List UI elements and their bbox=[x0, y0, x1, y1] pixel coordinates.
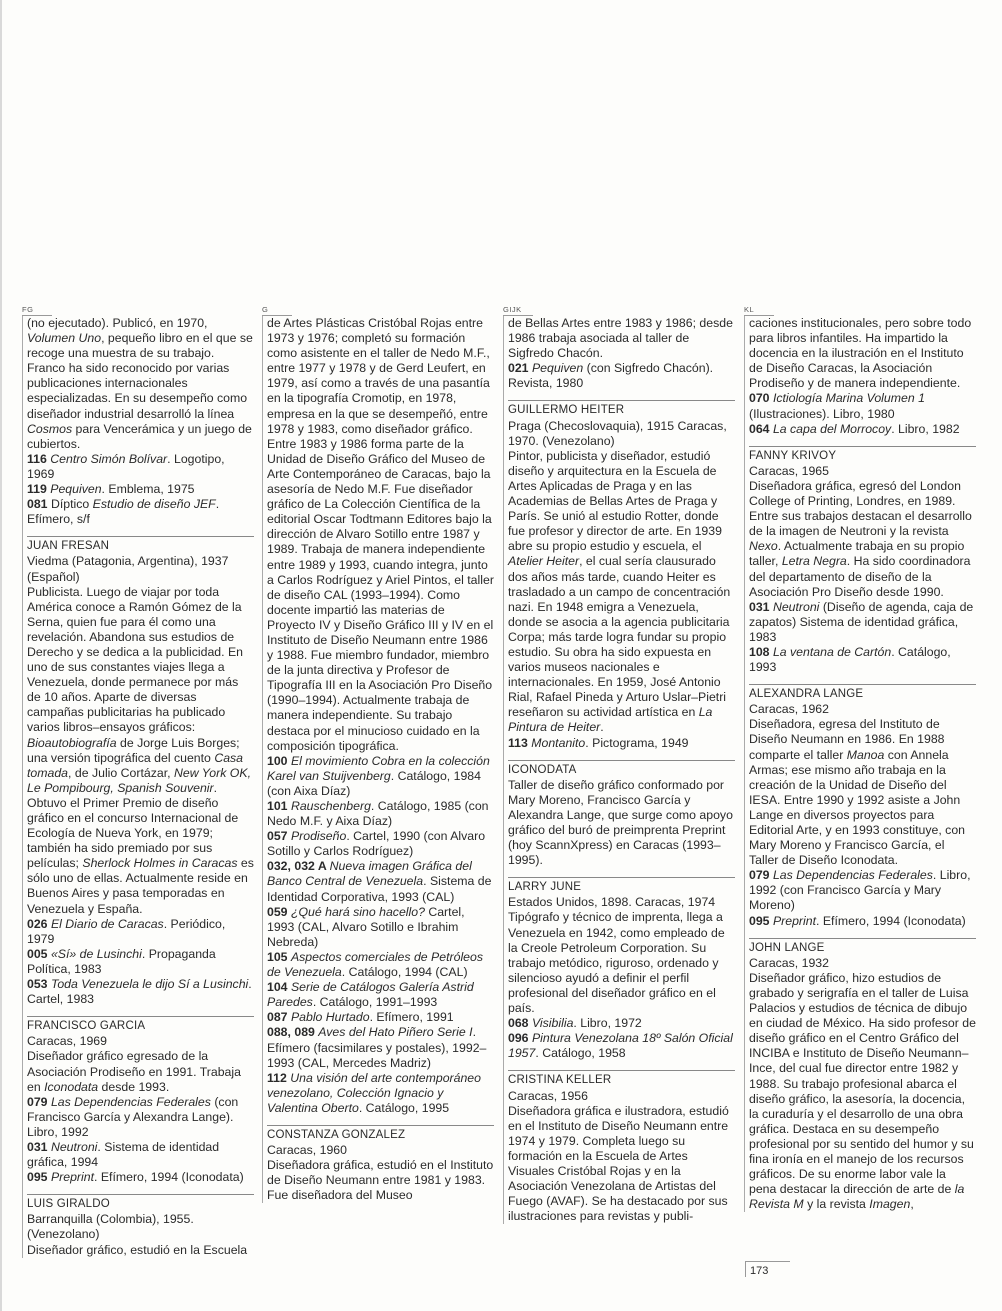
index-letters: KL bbox=[744, 305, 774, 316]
biography-entry bbox=[508, 1070, 735, 1224]
biography-entry bbox=[267, 1125, 494, 1203]
column-2 bbox=[262, 305, 494, 1203]
biography-text: Caracas, 1960 Diseñadora gráfica, estudió en el Instituto de Diseño Neumann entre 1981 y 1983. Fue diseñadora del Museo bbox=[267, 1143, 494, 1203]
biography-text: de Bellas Artes entre 1983 y 1986; desde 1986 trabaja asociada al taller de Sigfredo Chacón. bbox=[508, 316, 733, 361]
designer-name: FRANCISCO GARCIA bbox=[27, 1016, 254, 1034]
page-edge bbox=[0, 0, 2, 1311]
work-item: 101 Rauschenberg. Catálogo, 1985 (con Nedo M.F. y Aixa Díaz) bbox=[267, 799, 489, 829]
work-item: 059 ¿Qué hará sino hacello? Cartel, 1993 (CAL, Alvaro Sotillo e Ibrahim Nebreda) bbox=[267, 904, 465, 949]
column-body bbox=[503, 316, 735, 1224]
biography-text: Caracas, 1956 Diseñadora gráfica e ilustradora, estudió en el Instituto de Diseño Neumann entre 1974 y 1979. Completa luego su formación en la Escuela de Artes Visuales Cristóbal Rojas y en la Asociación Venezolana de Artistas del Fuego (AVAF). Se ha destacado por sus ilustraciones para revistas y publi- bbox=[508, 1088, 729, 1224]
designer-name: GUILLERMO HEITER bbox=[508, 400, 735, 418]
biography-entry bbox=[27, 1016, 254, 1185]
biography-text: Caracas, 1932 Diseñador gráfico, hizo estudios de grabado y serigrafía en el taller de Luisa Palacios y estudios de técnica de dibujo en ciudad de México. Ha sido profesor de diseño gráfico en el Centro Gráfico del INCIBA e Instituto de Diseño Neumann–Ince, del cual fue director entre 1982 y 1988. Su trabajo profesional abarca el diseño gráfico, la asesoría, la docencia, la curaduría y el desarrollo de una obra gráfica. Destaca en su desempeño profesional por su sentido del humor y su fina ironía en el manejo de los recursos gráficos. De su enorme labor vale la pena destacar la dirección de arte de la Revista M y la revista Imagen, bbox=[749, 955, 976, 1212]
biography-text: Praga (Checoslovaquia), 1915 Caracas, 1970. (Venezolano) Pintor, publicista y diseñador, estudió diseño y arquitectura en la Escuela de Artes Aplicadas de Praga y en las Academias de Bellas Artes de Praga y París. Se unió al estudio Rotter, donde fue profesor y director de arte. En 1939 abre su propio estudio y escuela, el Atelier Heiter, el cual sería clausurado dos años más tarde, cuando Heiter es trasladado a un campo de concentración nazi. En 1948 emigra a Venezuela, donde se asocia a la agencia publicitaria Corpa; más tarde logra fundar su propio estudio. Su obra ha sido expuesta en varios museos nacionales e internacionales. En 1959, José Antonio Rial, Rafael Pineda y Arturo Uslar–Pietri reseñaron su actividad artística en La Pintura de Heiter. bbox=[508, 418, 731, 735]
biography-text: Barranquilla (Colombia), 1955. (Venezolano) Diseñador gráfico, estudió en la Escuela bbox=[27, 1212, 248, 1257]
work-item: 095 Preprint. Efímero, 1994 (Iconodata) bbox=[27, 1170, 244, 1185]
designer-name: CONSTANZA GONZALEZ bbox=[267, 1125, 494, 1143]
work-item: 113 Montanito. Pictograma, 1949 bbox=[508, 735, 689, 750]
designer-name: LARRY JUNE bbox=[508, 877, 735, 895]
work-item: 032, 032 A Nueva imagen Gráfica del Banco Central de Venezuela. Sistema de Identidad Corporativa, 1993 (CAL) bbox=[267, 859, 492, 904]
biography-text: Taller de diseño gráfico conformado por Mary Moreno, Francisco García y Alexandra Lange, que surge como apoyo gráfico del buró de preimprenta Preprint (hoy ScannXpress) en Caracas (1993–1995). bbox=[508, 777, 733, 868]
biography-entry bbox=[749, 938, 976, 1213]
designer-name: LUIS GIRALDO bbox=[27, 1194, 254, 1212]
biography-entry bbox=[27, 536, 254, 1007]
biography-entry bbox=[508, 877, 735, 1061]
work-item: 079 Las Dependencias Federales. Libro, 1992 (con Francisco García y Mary Moreno) bbox=[749, 868, 971, 913]
column-body bbox=[22, 316, 254, 1258]
index-letters: GIJK bbox=[503, 305, 533, 316]
work-item: 053 Toda Venezuela le dijo Sí a Lusinchi. Cartel, 1983 bbox=[27, 977, 252, 1007]
column-3 bbox=[503, 305, 735, 1224]
work-item: 026 El Diario de Caracas. Periódico, 1979 bbox=[27, 916, 226, 946]
work-item: 068 Visibilia. Libro, 1972 bbox=[508, 1016, 642, 1031]
work-item: 112 Una visión del arte contemporáneo venezolano, Colección Ignacio y Valentina Oberto. Catálogo, 1995 bbox=[267, 1070, 481, 1115]
work-item: 119 Pequiven. Emblema, 1975 bbox=[27, 482, 195, 497]
column-1 bbox=[22, 305, 254, 1258]
biography-entry bbox=[27, 1194, 254, 1257]
biography-text: Caracas, 1962 Diseñadora, egresa del Instituto de Diseño Neumann en 1986. En 1988 comparte el taller Manoa con Annela Armas; ese mismo año trabaja en la creación de la Unidad de Diseño del IESA. Entre 1990 y 1992 asiste a John Lange en diversos proyectos para Editorial Arte, y en 1993 constituye, con Mary Moreno y Francisco García, el Taller de Diseño Iconodata. bbox=[749, 702, 966, 868]
work-item: 031 Neutroni (Diseño de agenda, caja de zapatos) Sistema de identidad gráfica, 1983 bbox=[749, 599, 974, 644]
work-item: 104 Serie de Catálogos Galería Astrid Paredes. Catálogo, 1991–1993 bbox=[267, 980, 474, 1010]
biography-entry bbox=[267, 316, 494, 1116]
column-4 bbox=[744, 305, 976, 1212]
biography-entry bbox=[749, 316, 976, 437]
column-body bbox=[744, 316, 976, 1212]
work-item: 108 La ventana de Cartón. Catálogo, 1993 bbox=[749, 644, 951, 675]
index-letters: G bbox=[262, 305, 292, 316]
biography-entry bbox=[508, 400, 735, 750]
designer-name: ALEXANDRA LANGE bbox=[749, 684, 976, 702]
designer-name: JOHN LANGE bbox=[749, 938, 976, 956]
page-number: 173 bbox=[745, 1261, 790, 1277]
biography-entry bbox=[27, 316, 254, 527]
designer-name: CRISTINA KELLER bbox=[508, 1070, 735, 1088]
work-item: 088, 089 Aves del Hato Piñero Serie I. Efímero (facsimilares y postales), 1992–1993 (CAL, Mercedes Madriz) bbox=[267, 1025, 487, 1070]
biography-entry bbox=[508, 316, 735, 391]
biography-entry bbox=[749, 446, 976, 675]
biography-text: Viedma (Patagonia, Argentina), 1937 (Español) Publicista. Luego de viajar por toda América conoce a Ramón Gómez de la Serna, quien fue para él como una revelación. Abandona sus estudios de Derecho y se dedica a la publicidad. En uno de sus constantes viajes llega a Venezuela, donde permanece por más de 10 años. Aparte de diversas campañas publicitarias ha publicado varios libros–ensayos gráficos: Bioautobiografía de Jorge Luis Borges; una versión tipográfica del cuento Casa tomada, de Julio Cortázar, New York OK, Le Pompibourg, Spanish Souvenir. Obtuvo el Primer Premio de diseño gráfico en el concurso Internacional de Ecología de Nueva York, en 1979; también ha sido premiado por sus películas; Sherlock Holmes in Caracas es sólo uno de ellas. Actualmente reside en Buenos Aires y pasa temporadas en Venezuela y España. bbox=[27, 554, 254, 916]
work-item: 070 Ictiología Marina Volumen 1 (Ilustraciones). Libro, 1980 bbox=[749, 391, 925, 421]
work-item: 079 Las Dependencias Federales (con Francisco García y Alexandra Lange). Libro, 1992 bbox=[27, 1094, 239, 1139]
work-item: 031 Neutroni. Sistema de identidad gráfica, 1994 bbox=[27, 1139, 220, 1170]
work-item: 096 Pintura Venezolana 18º Salón Oficial 1957. Catálogo, 1958 bbox=[508, 1031, 733, 1061]
work-item: 087 Pablo Hurtado. Efímero, 1991 bbox=[267, 1010, 454, 1025]
biography-text: de Artes Plásticas Cristóbal Rojas entre 1973 y 1976; completó su formación como asistente en el taller de Nedo M.F., entre 1977 y 1978 y de Gerd Leufert, en 1979, así como a través de una pasantía en la tipografía Cromotip, en 1978, empresa en la que se desempeñó, entre 1978 y 1983, como diseñador gráfico. Entre 1983 y 1986 forma parte de la Unidad de Diseño Gráfico del Museo de Arte Contemporáneo de Caracas, bajo la asesoría de Nedo M.F. Fue diseñador gráfico de La Colección Científica de la editorial Oscar Todtmann Editores bajo la dirección de Alvaro Sotillo entre 1987 y 1989. Trabaja de manera independiente entre 1989 y 1993, cuando integra, junto a Carlos Rodríguez y Ariel Pintos, el taller de diseño CAL (1993–1994). Como docente impartió las materias de Proyecto IV y Diseño Gráfico III y IV en el Instituto de Diseño Neumann entre 1986 y 1988. Fue miembro fundador, miembro de la junta directiva y Profesor de Tipografía III en la Asociación Pro Diseño (1990–1994). Actualmente trabaja de manera independiente. Su trabajo destaca por el minucioso cuidado en la composición tipográfica. bbox=[267, 316, 494, 753]
work-item: 095 Preprint. Efímero, 1994 (Iconodata) bbox=[749, 913, 966, 928]
designer-name: FANNY KRIVOY bbox=[749, 446, 976, 464]
work-item: 021 Pequiven (con Sigfredo Chacón). Revista, 1980 bbox=[508, 361, 714, 391]
index-letters: FG bbox=[22, 305, 52, 316]
column-body bbox=[262, 316, 494, 1203]
designer-name: ICONODATA bbox=[508, 760, 735, 778]
biography-entry bbox=[508, 760, 735, 869]
work-item: 100 El movimiento Cobra en la colección Karel van Stuijvenberg. Catálogo, 1984 (con Aixa Díaz) bbox=[267, 753, 490, 798]
designer-name: JUAN FRESAN bbox=[27, 536, 254, 554]
biography-text: Caracas, 1965 Diseñadora gráfica, egresó del London College of Printing, Londres, en 1989. Entre sus trabajos destacan el desarrollo de la imagen de Neutroni y la revista Nexo. Actualmente trabaja en su propio taller, Letra Negra. Ha sido coordinadora del departamento de diseño de la Asociación Pro Diseño desde 1990. bbox=[749, 463, 972, 599]
work-item: 064 La capa del Morrocoy. Libro, 1982 bbox=[749, 421, 960, 436]
biography-entry bbox=[749, 684, 976, 929]
biography-text: Caracas, 1969 Diseñador gráfico egresado de la Asociación Prodiseño en 1991. Trabaja en Iconodata desde 1993. bbox=[27, 1034, 241, 1094]
work-item: 005 «Sí» de Lusinchi. Propaganda Política, 1983 bbox=[27, 946, 216, 976]
work-item: 116 Centro Simón Bolívar. Logotipo, 1969 bbox=[27, 451, 225, 481]
work-item: 057 Prodiseño. Cartel, 1990 (con Alvaro Sotillo y Carlos Rodríguez) bbox=[267, 829, 486, 859]
work-item: 081 Díptico Estudio de diseño JEF. Efímero, s/f bbox=[27, 497, 220, 527]
biography-text: (no ejecutado). Publicó, en 1970, Volumen Uno, pequeño libro en el que se recoge una muestra de su trabajo. Franco ha sido reconocido por varias publicaciones internacionales especializadas. En su desempeño como diseñador industrial desarrolló la línea Cosmos para Vencerámica y un juego de cubiertos. bbox=[27, 316, 253, 451]
biography-text: caciones institucionales, pero sobre todo para libros infantiles. Ha impartido la docencia en la ilustración en el Instituto de Diseño Caracas, la Asociación Prodiseño y de manera independiente. bbox=[749, 316, 972, 391]
biography-text: Estados Unidos, 1898. Caracas, 1974 Tipógrafo y técnico de imprenta, llega a Venezuela en 1942, como empleado de la Creole Petroleum Corporation. Su trabajo metódico, riguroso, ordenado y silencioso ayudó a definir el perfil profesional del diseñador gráfico en el país. bbox=[508, 895, 725, 1016]
work-item: 105 Aspectos comerciales de Petróleos de Venezuela. Catálogo, 1994 (CAL) bbox=[267, 949, 483, 980]
